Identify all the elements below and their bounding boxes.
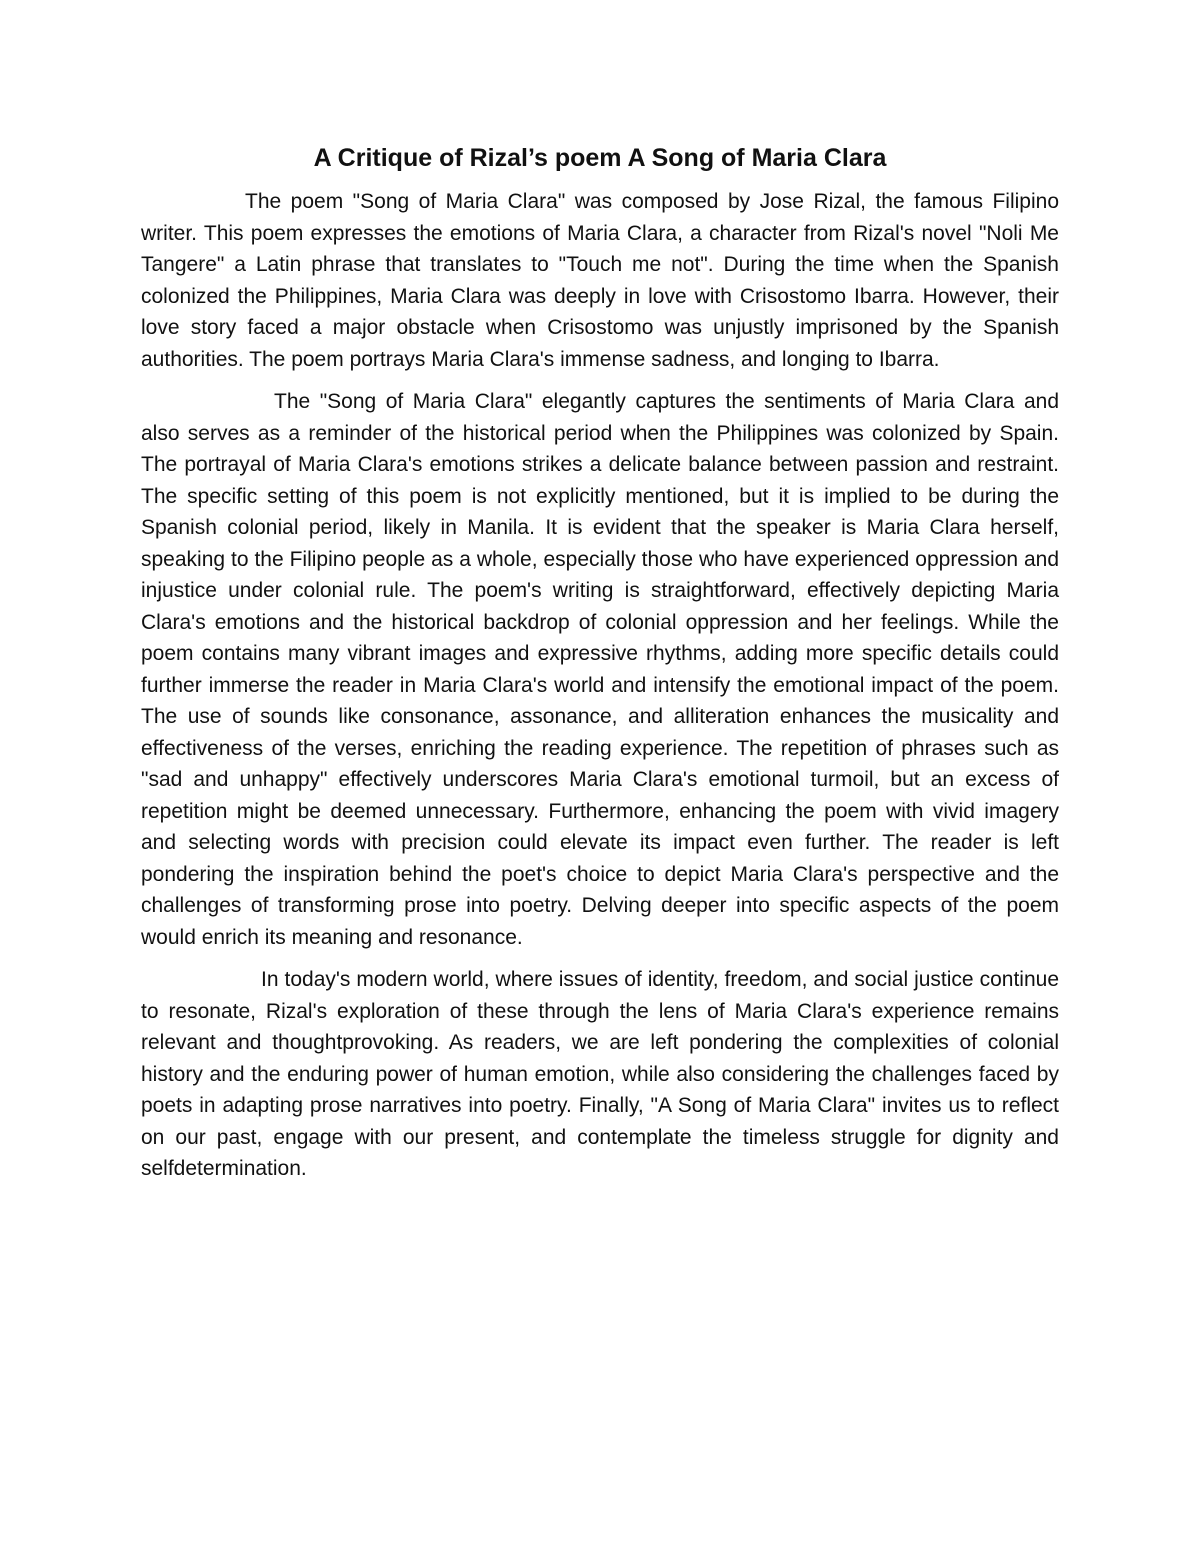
paragraph-introduction: The poem "Song of Maria Clara" was composed by Jose Rizal, the famous Filipino writer. This poem expresses the emotions of Maria Clara, a character from Rizal's novel "Noli Me Tangere" a Latin phrase that translates to "Touch me not". During the time when the Spanish colonized the Philippines, Maria Clara was deeply in love with Crisostomo Ibarra. However, their love story faced a major obstacle when Crisostomo was unjustly imprisoned by the Spanish authorities. The poem portrays Maria Clara's immense sadness, and longing to Ibarra.	[141, 190, 1059, 371]
document-body	[141, 140, 1059, 1196]
paragraph-conclusion: In today's modern world, where issues of identity, freedom, and social justice continue to resonate, Rizal's exploration of these through the lens of Maria Clara's experience remains relevant and thoughtprovoking. As readers, we are left pondering the complexities of colonial history and the enduring power of human emotion, while also considering the challenges faced by poets in adapting prose narratives into poetry. Finally, "A Song of Maria Clara" invites us to reflect on our past, engage with our present, and contemplate the timeless struggle for dignity and selfdetermination.	[141, 968, 1059, 1180]
paragraph-analysis: The "Song of Maria Clara" elegantly captures the sentiments of Maria Clara and also serves as a reminder of the historical period when the Philippines was colonized by Spain. The portrayal of Maria Clara's emotions strikes a delicate balance between passion and restraint. The specific setting of this poem is not explicitly mentioned, but it is implied to be during the Spanish colonial period, likely in Manila. It is evident that the speaker is Maria Clara herself, speaking to the Filipino people as a whole, especially those who have experienced oppression and injustice under colonial rule. The poem's writing is straightforward, effectively depicting Maria Clara's emotions and the historical backdrop of colonial oppression and her feelings. While the poem contains many vibrant images and expressive rhythms, adding more specific details could further immerse the reader in Maria Clara's world and intensify the emotional impact of the poem. The use of sounds like consonance, assonance, and alliteration enhances the musicality and effectiveness of the verses, enriching the reading experience. The repetition of phrases such as "sad and unhappy" effectively underscores Maria Clara's emotional turmoil, but an excess of repetition might be deemed unnecessary. Furthermore, enhancing the poem with vivid imagery and selecting words with precision could elevate its impact even further. The reader is left pondering the inspiration behind the poet's choice to depict Maria Clara's perspective and the challenges of transforming prose into poetry. Delving deeper into specific aspects of the poem would enrich its meaning and resonance.	[141, 390, 1059, 949]
document-title: A Critique of Rizal’s poem A Song of Maria Clara	[313, 144, 887, 172]
